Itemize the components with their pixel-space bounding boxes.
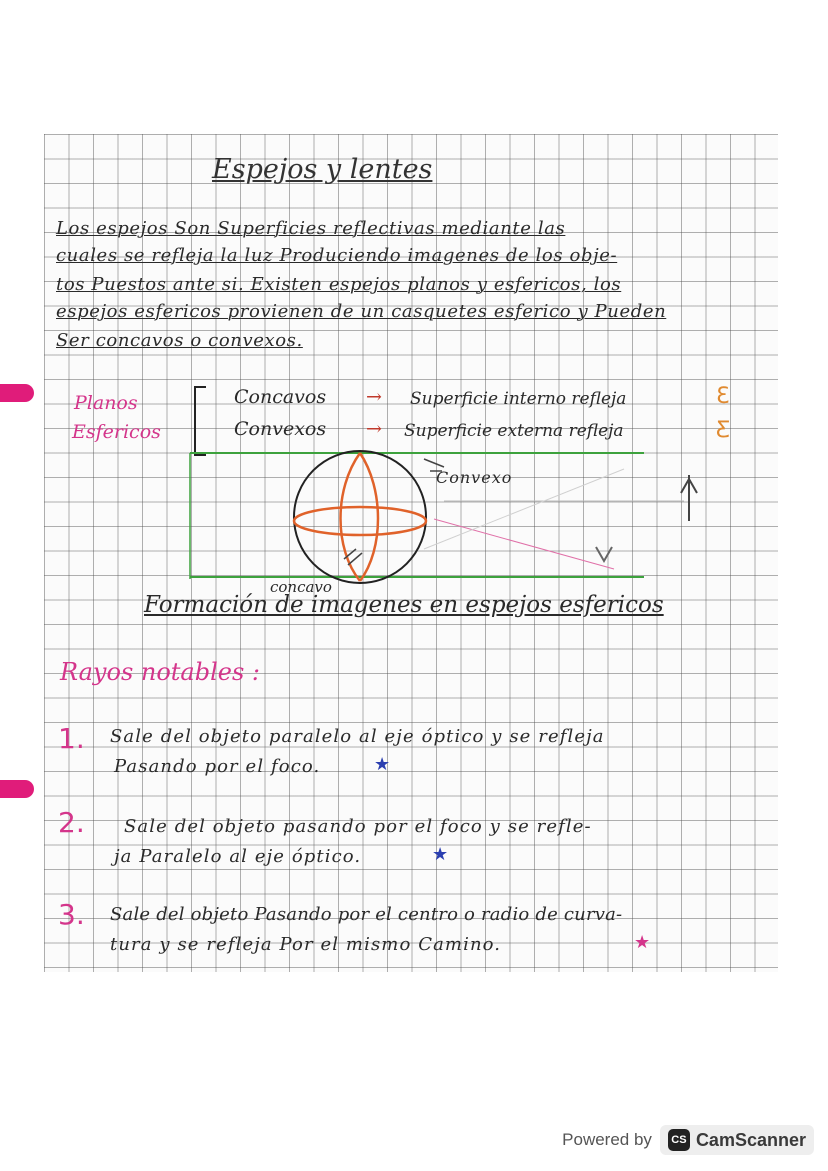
camscanner-badge: [660, 1125, 814, 1155]
camscanner-watermark: [562, 1122, 814, 1158]
paragraph-line-5: Ser concavos o convexos.: [56, 330, 303, 351]
image-arrow: [596, 547, 612, 561]
label-convexos: Convexos: [234, 418, 327, 440]
meridian-right: [360, 453, 378, 581]
sphere-outline: [294, 451, 426, 583]
pointer-concavo: [344, 549, 362, 565]
object-arrow: [681, 475, 697, 521]
paragraph-line-3: tos Puestos ante si. Existen espejos planos y esfericos, los: [56, 274, 622, 295]
equator: [294, 507, 426, 535]
light-ray-2: [434, 519, 614, 569]
label-planos: Planos: [74, 392, 138, 414]
ray-2-line-2: ja Paralelo al eje óptico.: [114, 846, 362, 867]
powered-by-text: Powered by: [562, 1130, 652, 1149]
ray-3-line-1: Sale del objeto Pasando por el centro o radio de curva-: [110, 904, 623, 925]
page-title: Espejos y lentes: [212, 154, 433, 185]
ray-3-star: ★: [634, 932, 651, 953]
meridian-left: [341, 453, 361, 581]
binder-clip-bottom: [0, 780, 34, 798]
ray-1-number: 1.: [58, 722, 85, 755]
paragraph-line-4: espejos esfericos provienen de un casquetes esferico y Pueden: [56, 301, 667, 322]
ray-3-line-2: tura y se refleja Por el mismo Camino.: [110, 934, 502, 955]
ray-2-number: 2.: [58, 806, 85, 839]
camscanner-logo-icon: CS: [668, 1129, 690, 1151]
section-heading: Formación de imagenes en espejos esfericos: [144, 592, 664, 618]
ray-1-line-2: Pasando por el foco.: [114, 756, 321, 777]
notebook-page: [44, 134, 778, 972]
arrow-concavos: →: [366, 386, 382, 408]
ray-2-star: ★: [432, 844, 449, 865]
desc-convexos: Superficie externa refleja: [404, 421, 624, 441]
label-concavos: Concavos: [234, 386, 327, 408]
label-concavo: concavo: [270, 578, 332, 596]
binder-clip-top: [0, 384, 34, 402]
label-esfericos: Esfericos: [72, 421, 161, 443]
desc-concavos: Superficie interno refleja: [410, 389, 627, 409]
label-convexo: Convexo: [436, 468, 513, 487]
ray-1-line-1: Sale del objeto paralelo al eje óptico y se refleja: [110, 726, 605, 747]
note-mark-2: Ƹ: [716, 418, 731, 443]
arrow-convexos: →: [366, 418, 382, 440]
paragraph-line-1: Los espejos Son Superficies reflectivas mediante las: [56, 218, 566, 239]
paragraph-line-2: cuales se refleja la luz Produciendo imagenes de los obje-: [56, 245, 618, 266]
ray-2-line-1: Sale del objeto pasando por el foco y se refle-: [124, 816, 592, 837]
camscanner-brand: CamScanner: [695, 1129, 806, 1150]
rays-title: Rayos notables :: [60, 658, 261, 686]
ray-1-star: ★: [374, 754, 391, 775]
note-mark-1: Ɛ: [716, 384, 730, 409]
bracket: [194, 386, 206, 456]
ray-3-number: 3.: [58, 898, 85, 931]
